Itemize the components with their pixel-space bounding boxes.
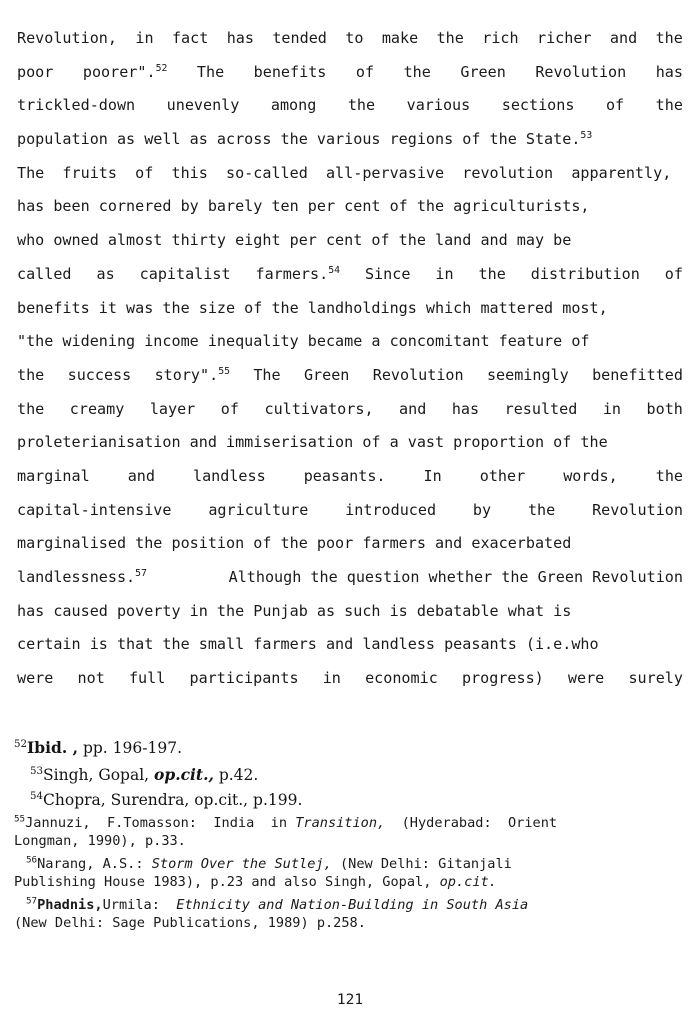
body-word: success (67, 365, 132, 384)
body-word: sections (501, 96, 575, 115)
body-line (17, 224, 683, 258)
body-word: agriculture (208, 500, 309, 519)
footnote-segment: (Hyderabad: Orient (385, 814, 558, 831)
body-word: of (664, 264, 683, 283)
body-text: who owned almost thirty eight per cent of the land and may be (17, 231, 572, 250)
footnote-marker: 57 (135, 567, 147, 579)
footnote-53 (14, 762, 686, 789)
footnote-segment: Longman, 1990), p.33. (14, 833, 186, 850)
body-word: fact (171, 29, 209, 47)
body-word: Green (460, 62, 506, 81)
body-word: of (220, 399, 239, 418)
body-word: benefits (253, 62, 327, 81)
footnote-segment: Phadnis, (37, 896, 103, 913)
body-word: Green (303, 365, 350, 384)
footnote-segment: Urmila: (102, 896, 177, 913)
body-line (17, 628, 683, 662)
body-word: In (423, 466, 442, 485)
body-text: certain is that the small farmers and landless peasants (i.e.who (17, 635, 599, 654)
body-text: has been cornered by barely ten per cent of the agriculturists, (17, 197, 590, 216)
body-word: poorer".$^{52}$ (82, 62, 168, 81)
body-word: benefitted (592, 365, 683, 384)
body-word: the (478, 264, 506, 283)
body-text: has caused poverty in the Punjab as such is debatable what is (17, 601, 572, 620)
footnote-line (14, 814, 686, 833)
body-line (17, 292, 683, 326)
body-word: Revolution (535, 62, 627, 81)
body-word: full (128, 669, 166, 688)
body-word: as (96, 264, 115, 283)
body-line (17, 325, 683, 359)
body-word: were (567, 669, 605, 688)
footnote-number: 53 (30, 765, 44, 777)
body-word: among (270, 96, 317, 115)
footnote-line (14, 914, 686, 933)
body-word: has (226, 29, 254, 47)
body-word: to (345, 29, 364, 47)
body-line (17, 527, 683, 561)
footnote-segment: Chopra, Surendra, op.cit., p.199. (43, 791, 303, 809)
footnote-line (26, 855, 686, 874)
body-word: has (655, 62, 683, 81)
body-word: trickled-down (17, 96, 136, 115)
body-line (17, 359, 683, 393)
footnote-line (14, 873, 686, 892)
footnote-number: 54 (30, 790, 44, 802)
body-line (17, 190, 683, 224)
footnote-marker: 55 (218, 365, 230, 377)
body-word: of (605, 96, 625, 115)
body-word: not (77, 669, 105, 688)
body-word: the (436, 29, 464, 47)
body-text: The fruits of this so-called all-pervasive revolution apparently, (17, 163, 672, 182)
body-word: farmers.$^{54}$ (255, 264, 340, 283)
body-line (17, 494, 683, 528)
body-word: capital-intensive (17, 500, 172, 519)
footnote-marker: 52 (155, 62, 168, 74)
footnote-segment: Transition, (295, 814, 386, 831)
body-word: called (17, 264, 72, 283)
body-word: make (381, 29, 419, 47)
body-word: the (655, 29, 683, 47)
body-word: rich (482, 29, 519, 47)
body-word: the (655, 466, 683, 485)
footnote-number: 57 (26, 895, 38, 907)
body-word: unevenly (166, 96, 240, 115)
body-word: seemingly (486, 365, 569, 384)
body-word: the (17, 399, 45, 418)
body-text: proleterianisation and immiserisation of a vast proportion of the (17, 433, 608, 452)
body-word: Although the question whether the Green Revolution (228, 568, 683, 586)
body-word: in (602, 399, 622, 418)
footnote-segment: Publishing House 1983), p.23 and also Singh, Gopal, (14, 874, 440, 891)
footnote-segment: Ibid. , (27, 738, 79, 757)
footnote-segment: p.42. (213, 765, 259, 784)
body-text: "the widening income inequality became a concomitant feature of (17, 332, 590, 351)
footnote-54 (14, 788, 686, 814)
body-word: in (435, 264, 454, 283)
footnote-segment: Jannuzi, F.Tomasson: India in (25, 814, 296, 831)
footnote-55 (14, 814, 686, 851)
body-line (17, 258, 683, 292)
footnote-segment: (New Delhi: Sage Publications, 1989) p.258. (14, 915, 366, 932)
body-line (17, 89, 683, 123)
body-word: progress) (461, 669, 544, 688)
footnote-marker: 53 (580, 130, 593, 142)
body-line (17, 22, 683, 56)
footnote-line (14, 832, 686, 851)
footnote-number: 55 (14, 812, 26, 824)
body-word: and (609, 29, 638, 47)
body-word: in (322, 669, 341, 688)
body-word: the (527, 500, 556, 519)
footnote-segment: (New Delhi: Gitanjali (331, 855, 512, 872)
body-word: capitalist (139, 264, 231, 283)
body-word: various (406, 96, 471, 115)
body-word: distribution (530, 264, 640, 283)
body-word: surely (628, 669, 683, 688)
page-number: 121 (336, 992, 364, 1008)
body-word: marginal (17, 466, 90, 485)
footnote-segment: Singh, Gopal, (43, 765, 155, 784)
body-word: other (479, 466, 526, 485)
body-word: The (196, 62, 225, 81)
body-word: economic (365, 669, 438, 688)
body-word: were (17, 669, 54, 688)
body-word: both (646, 399, 683, 418)
body-word: Since (364, 264, 411, 283)
body-word: landless (193, 466, 266, 485)
body-word: Revolution (372, 365, 464, 384)
body-line (17, 393, 683, 427)
body-line (17, 595, 683, 629)
body-text-block (17, 22, 683, 696)
body-word: the (347, 96, 376, 115)
footnote-segment: op.cit., (154, 764, 214, 784)
footnote-52 (14, 735, 686, 762)
footnote-segment: Ethnicity and Nation-Building in South Asia (176, 896, 529, 913)
body-word: Revolution (592, 500, 683, 519)
body-line (17, 56, 683, 90)
body-word: of (355, 62, 375, 81)
body-word: creamy (69, 399, 125, 418)
body-word: and (127, 466, 155, 485)
body-line (17, 426, 683, 460)
footnote-segment: Narang, A.S.: (37, 855, 152, 872)
body-word: landlessness.$^{57}$ (17, 567, 147, 586)
body-word: story".$^{55}$ (154, 365, 230, 384)
body-word: the (655, 96, 683, 115)
body-word: in (135, 29, 154, 47)
body-word: The (253, 365, 281, 384)
body-word: cultivators, (264, 399, 374, 418)
body-word: peasants. (303, 466, 386, 485)
footnote-segment: pp. 196-197. (78, 739, 182, 757)
body-line (17, 460, 683, 494)
body-line (17, 123, 683, 157)
body-word: the (403, 62, 431, 81)
body-line (17, 157, 683, 191)
footnote-56 (14, 855, 686, 892)
footnote-line (26, 896, 686, 915)
footnote-segment: Storm Over the Sutlej, (151, 855, 332, 872)
body-word: has (451, 399, 480, 418)
body-line (17, 561, 683, 595)
body-word: tended (272, 29, 327, 47)
body-word: introduced (345, 500, 437, 519)
body-text: population as well as across the various regions of the State. (17, 130, 581, 149)
footnote-marker: 54 (328, 264, 340, 276)
body-text: benefits it was the size of the landholdings which mattered most, (17, 298, 608, 317)
footnote-segment: op.cit. (439, 874, 497, 891)
body-line (17, 662, 683, 696)
body-word: layer (149, 399, 196, 418)
body-word: poor (17, 62, 54, 81)
body-word: by (472, 500, 492, 519)
body-word: words, (563, 466, 618, 485)
footnote-number: 52 (14, 738, 28, 750)
body-word: participants (189, 669, 299, 688)
body-word: richer (537, 29, 592, 47)
footnote-number: 56 (26, 854, 38, 866)
footnotes-block (14, 735, 686, 933)
body-word: Revolution, (17, 29, 117, 47)
body-word: the (17, 365, 45, 384)
body-word: resulted (504, 399, 578, 418)
footnote-57 (14, 896, 686, 933)
body-text: marginalised the position of the poor farmers and exacerbated (17, 534, 572, 553)
body-word: and (399, 399, 427, 418)
